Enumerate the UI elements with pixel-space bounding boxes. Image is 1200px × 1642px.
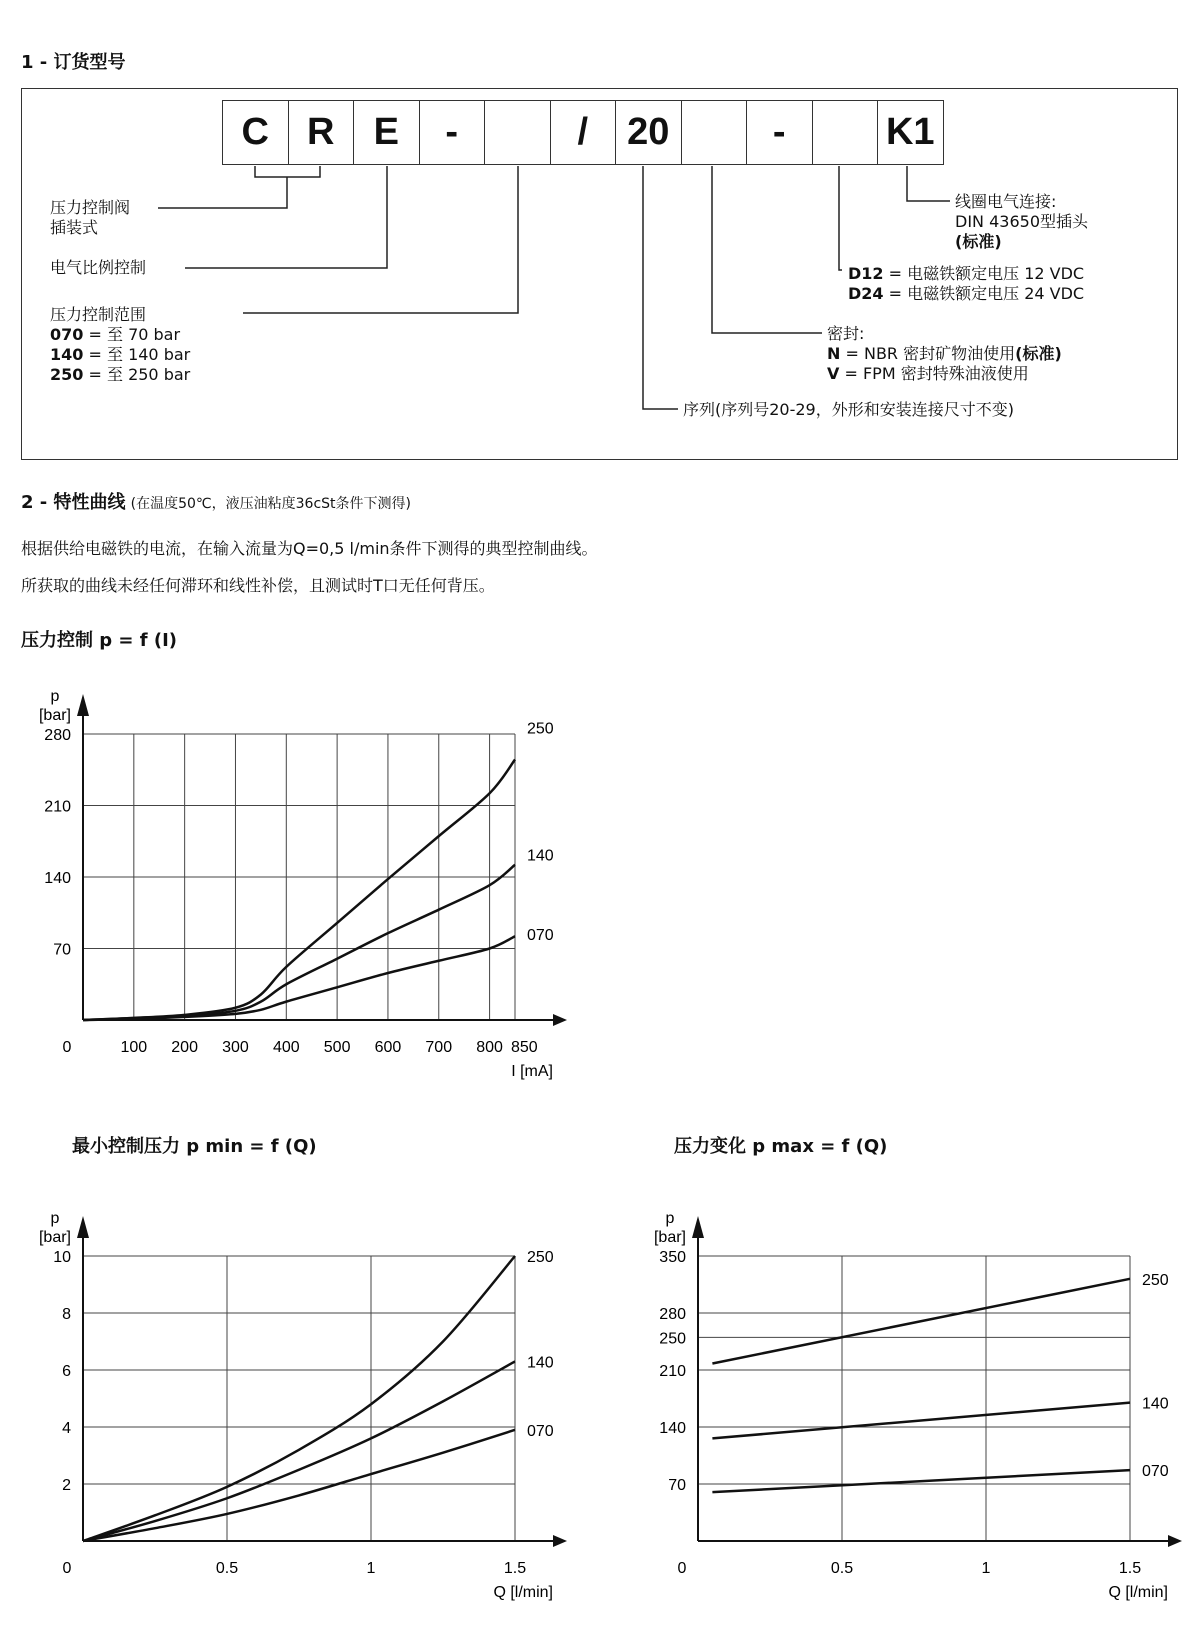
x-axis-label: I [mA] bbox=[511, 1063, 553, 1080]
chart3-title: 压力变化 p max = f (Q) bbox=[674, 1136, 888, 1157]
y-tick-label: 140 bbox=[44, 870, 71, 887]
x-tick-label: 850 bbox=[511, 1039, 538, 1056]
y-axis-arrow bbox=[77, 694, 89, 716]
section2-para2: 所获取的曲线未经任何滞环和线性补偿，且测试时T口无任何背压。 bbox=[21, 576, 495, 595]
x-tick-label: 500 bbox=[323, 1039, 351, 1056]
section1-title: 1 - 订货型号 bbox=[21, 52, 126, 73]
y-tick-label: 140 bbox=[659, 1420, 686, 1437]
chart2-title: 最小控制压力 p min = f (Q) bbox=[72, 1136, 317, 1157]
series-note: 序列(序列号20-29，外形和安装连接尺寸不变) bbox=[683, 400, 1014, 419]
y-axis-label-unit: [bar] bbox=[38, 707, 72, 724]
y-axis-arrow bbox=[77, 1216, 89, 1238]
x-tick-label: 1 bbox=[366, 1560, 376, 1577]
series-line-070 bbox=[712, 1470, 1130, 1492]
code-cell: E bbox=[353, 100, 420, 165]
section2-heading bbox=[21, 488, 411, 514]
voltage-note: D12 = 电磁铁额定电压 12 VDC D24 = 电磁铁额定电压 24 VDC bbox=[848, 264, 1085, 303]
x-tick-label: 700 bbox=[425, 1039, 453, 1056]
code-cell: - bbox=[419, 100, 486, 165]
x-tick-label: 0.5 bbox=[215, 1560, 239, 1577]
series-label-140: 140 bbox=[527, 1354, 554, 1372]
x-tick-label: 1.5 bbox=[1118, 1560, 1142, 1577]
code-cell: 20 bbox=[615, 100, 682, 165]
x-tick-label: 800 bbox=[476, 1039, 503, 1056]
x-axis-arrow bbox=[553, 1535, 567, 1547]
range-note: 压力控制范围 070 = 至 70 bar 140 = 至 140 bar 250 = 至 250 bar bbox=[50, 305, 191, 384]
x-tick-label: 0 bbox=[62, 1560, 72, 1577]
code-cell: C bbox=[222, 100, 289, 165]
code-cell: - bbox=[746, 100, 813, 165]
x-tick-label: 0.5 bbox=[830, 1560, 854, 1577]
x-tick-label: 300 bbox=[222, 1039, 249, 1056]
coil-note: 线圈电气连接: DIN 43650型插头 (标准) bbox=[955, 192, 1088, 251]
x-tick-label: 100 bbox=[120, 1039, 148, 1056]
series-label-250: 250 bbox=[1142, 1271, 1169, 1289]
series-label-070: 070 bbox=[527, 1422, 554, 1440]
seal-note: 密封: N = NBR 密封矿物油使用(标准) V = FPM 密封特殊油液使用 bbox=[827, 324, 1062, 383]
x-tick-label: 0 bbox=[677, 1560, 687, 1577]
series-line-250 bbox=[83, 760, 515, 1020]
code-cell: / bbox=[550, 100, 617, 165]
chart-pmin-flow bbox=[0, 1180, 600, 1601]
y-tick-label: 70 bbox=[668, 1477, 686, 1494]
y-tick-label: 280 bbox=[44, 727, 71, 744]
x-tick-label: 400 bbox=[272, 1039, 300, 1056]
y-tick-label: 210 bbox=[659, 1363, 686, 1380]
series-line-140 bbox=[712, 1403, 1130, 1439]
section2-para1: 根据供给电磁铁的电流，在输入流量为Q=0,5 l/min条件下测得的典型控制曲线。 bbox=[21, 539, 598, 558]
x-tick-label: 1 bbox=[981, 1560, 991, 1577]
y-tick-label: 8 bbox=[62, 1306, 71, 1323]
series-label-070: 070 bbox=[1142, 1463, 1169, 1481]
code-cell: R bbox=[288, 100, 355, 165]
x-axis-label: Q [l/min] bbox=[493, 1584, 553, 1601]
y-axis-label-p: p bbox=[50, 1210, 60, 1227]
x-tick-label: 200 bbox=[171, 1039, 198, 1056]
section2-subtitle: (在温度50℃，液压油粘度36cSt条件下测得) bbox=[130, 496, 411, 512]
code-cell: K1 bbox=[877, 100, 944, 165]
series-label-250: 250 bbox=[527, 720, 554, 738]
y-tick-label: 2 bbox=[62, 1477, 71, 1494]
x-axis-arrow bbox=[553, 1014, 567, 1026]
y-tick-label: 280 bbox=[659, 1306, 686, 1323]
y-tick-label: 70 bbox=[53, 941, 71, 959]
series-label-140: 140 bbox=[1142, 1395, 1169, 1413]
series-label-070: 070 bbox=[527, 927, 554, 945]
valve-type-note: 压力控制阀 插装式 bbox=[50, 198, 131, 237]
series-label-140: 140 bbox=[527, 847, 554, 865]
y-tick-label: 6 bbox=[62, 1363, 71, 1380]
x-tick-label: 600 bbox=[374, 1039, 402, 1056]
y-axis-label-p: p bbox=[665, 1210, 675, 1227]
x-axis-label: Q [l/min] bbox=[1108, 1584, 1168, 1601]
y-tick-label: 10 bbox=[53, 1249, 71, 1266]
y-axis-arrow bbox=[692, 1216, 704, 1238]
x-tick-label: 0 bbox=[62, 1039, 72, 1056]
x-tick-label: 1.5 bbox=[503, 1560, 527, 1577]
y-tick-label: 350 bbox=[659, 1249, 686, 1266]
y-tick-label: 210 bbox=[44, 798, 71, 816]
electric-note: 电气比例控制 bbox=[50, 258, 147, 277]
y-axis-label-unit: [bar] bbox=[653, 1229, 687, 1246]
series-label-250: 250 bbox=[527, 1249, 554, 1266]
section2-title: 2 - 特性曲线 bbox=[21, 492, 126, 513]
y-tick-label: 250 bbox=[659, 1330, 686, 1348]
y-axis-label-unit: [bar] bbox=[38, 1229, 72, 1246]
series-line-250 bbox=[712, 1279, 1130, 1364]
y-tick-label: 4 bbox=[62, 1420, 71, 1437]
chart1-title: 压力控制 p = f (I) bbox=[21, 630, 178, 651]
y-axis-label-p: p bbox=[50, 688, 60, 705]
x-axis-arrow bbox=[1168, 1535, 1182, 1547]
chart-pressure-current bbox=[0, 670, 600, 1080]
chart-pmax-flow bbox=[600, 1180, 1200, 1601]
